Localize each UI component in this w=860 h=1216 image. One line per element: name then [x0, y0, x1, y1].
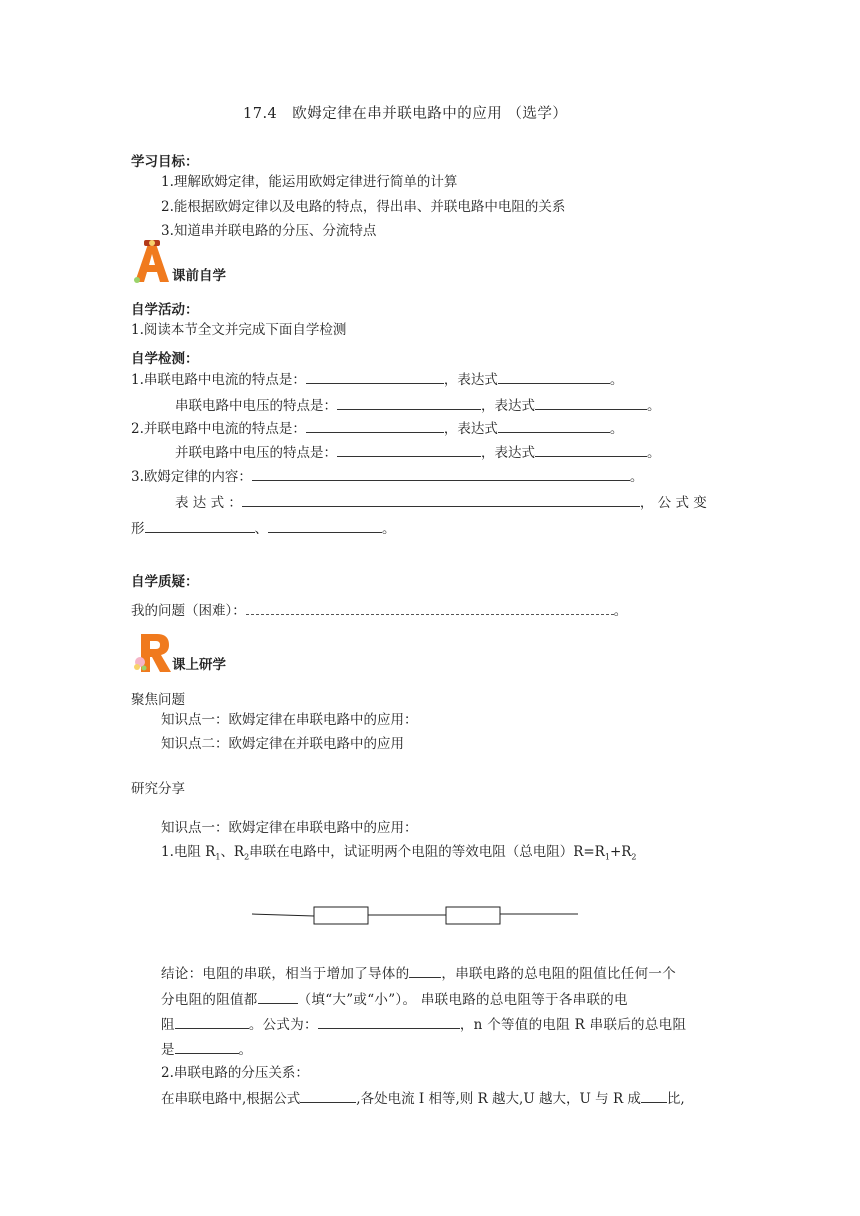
focus-k2: 知识点二：欧姆定律在并联电路中的应用 — [161, 736, 404, 752]
answer-blank[interactable] — [498, 369, 610, 384]
answer-blank[interactable] — [175, 1014, 249, 1029]
resistor-r1 — [314, 907, 368, 924]
research-p1: 1.电阻 $R_1$、$R_2$串联在电路中，试证明两个电阻的等效电阻（总电阻）$R=R_1+R_2$ — [161, 844, 637, 862]
activity-heading: 自学活动： — [131, 302, 199, 318]
check-heading: 自学检测： — [131, 351, 199, 367]
research-heading: 研究分享 — [131, 781, 185, 797]
answer-blank[interactable] — [409, 963, 441, 978]
focus-k1: 知识点一：欧姆定律在串联电路中的应用： — [161, 712, 418, 728]
answer-blank[interactable] — [300, 1088, 356, 1103]
resistor-r2 — [446, 907, 500, 924]
answer-blank[interactable] — [268, 518, 382, 533]
answer-blank[interactable] — [258, 989, 298, 1004]
research-k1: 知识点一：欧姆定律在串联电路中的应用： — [161, 820, 418, 836]
conclusion-line-3: 阻 。公式为： ，n 个等值的电阻 R 串联后的总电阻 — [161, 1014, 686, 1035]
conclusion-line-4: 是 。 — [161, 1039, 252, 1060]
divider-line: 在串联电路中,根据公式 ,各处电流 I 相等,则 R 越大,U 越大，U 与 R 成 比, — [161, 1088, 685, 1109]
check-q2b: 并联电路中电压的特点是： ，表达式 。 — [175, 442, 661, 463]
check-q3: 3.欧姆定律的内容： 。 — [131, 466, 643, 487]
divider-heading: 2.串联电路的分压关系： — [161, 1065, 309, 1081]
answer-blank[interactable] — [337, 442, 481, 457]
goal-item: 3.知道串并联电路的分压、分流特点 — [161, 223, 377, 239]
question-line: 我的问题（困难）： 。 — [131, 600, 627, 621]
focus-heading: 聚焦问题 — [131, 692, 185, 708]
conclusion-line-1: 结论：电阻的串联，相当于增加了导体的 ，串联电路的总电阻的阻值比任何一个 — [161, 963, 676, 984]
answer-blank[interactable] — [498, 418, 610, 433]
answer-blank[interactable] — [306, 369, 444, 384]
wire — [252, 914, 314, 916]
goal-item: 1.理解欧姆定律，能运用欧姆定律进行简单的计算 — [161, 174, 458, 190]
answer-blank[interactable] — [535, 395, 647, 410]
section-r-label: 课上研学 — [172, 657, 226, 673]
letter-r-mascot-icon — [133, 632, 173, 674]
answer-blank[interactable] — [337, 395, 481, 410]
check-q1a: 1.串联电路中电流的特点是： ，表达式 。 — [131, 369, 623, 390]
answer-blank[interactable] — [306, 418, 444, 433]
check-q1b: 串联电路中电压的特点是： ，表达式 。 — [175, 395, 661, 416]
series-resistor-diagram — [250, 900, 582, 930]
goal-item: 2.能根据欧姆定律以及电路的特点，得出串、并联电路中电阻的关系 — [161, 199, 566, 215]
goals-heading: 学习目标： — [131, 154, 199, 170]
question-heading: 自学质疑： — [131, 574, 199, 590]
letter-a-mascot-icon — [131, 238, 171, 284]
check-expr: 表 达 式 ： ， 公 式 变 — [175, 492, 707, 513]
answer-blank[interactable] — [252, 466, 630, 481]
check-shape: 形 、 。 — [131, 518, 396, 539]
check-q2a: 2.并联电路中电流的特点是： ，表达式 。 — [131, 418, 623, 439]
answer-blank[interactable] — [535, 442, 647, 457]
question-input[interactable] — [246, 600, 614, 615]
answer-blank[interactable] — [145, 518, 255, 533]
answer-blank[interactable] — [242, 492, 640, 507]
section-a-label: 课前自学 — [172, 268, 226, 284]
page-title: 17.4 欧姆定律在串并联电路中的应用 （选学） — [243, 106, 568, 122]
conclusion-line-2: 分电阻的阻值都 （填“大”或“小”）。 串联电路的总电阻等于各串联的电 — [161, 989, 628, 1010]
answer-blank[interactable] — [175, 1039, 239, 1054]
activity-item: 1.阅读本节全文并完成下面自学检测 — [131, 322, 347, 338]
answer-blank[interactable] — [318, 1014, 460, 1029]
answer-blank[interactable] — [641, 1088, 667, 1103]
